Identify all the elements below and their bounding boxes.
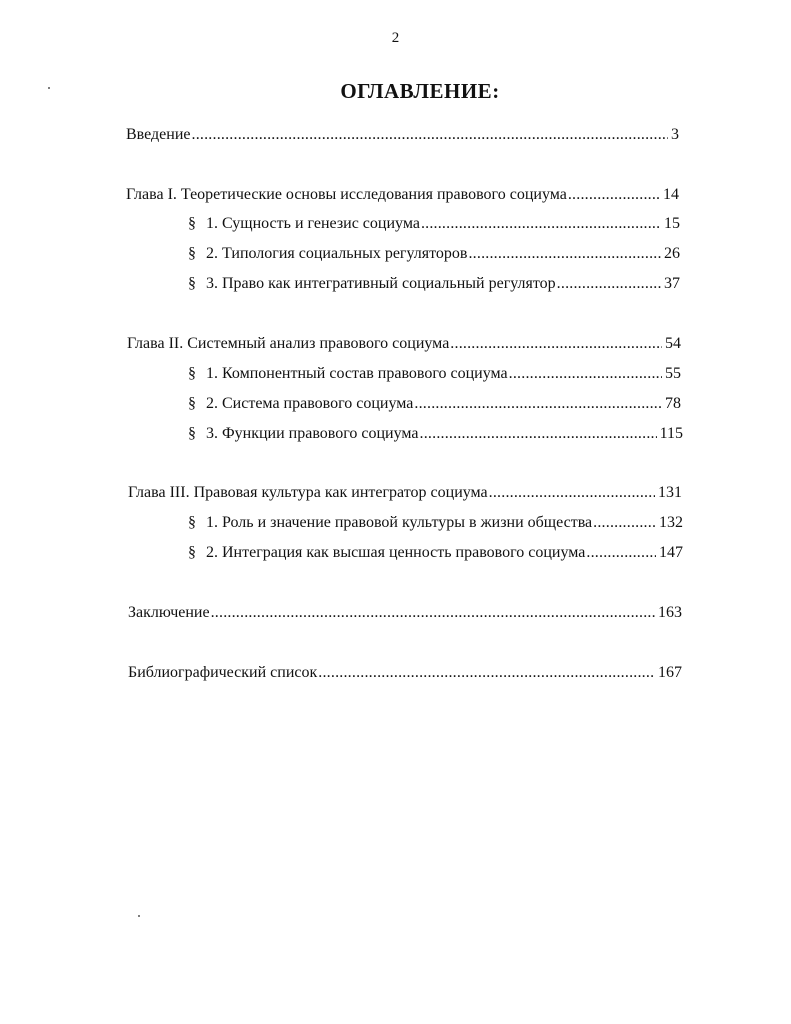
toc-entry-label: 2. Интеграция как высшая ценность правового социума xyxy=(206,544,586,561)
toc-entry-ch2-section-1[interactable] xyxy=(188,363,681,385)
toc-entry-label: Библиографический список xyxy=(128,664,318,681)
toc-entry-label: 1. Роль и значение правовой культуры в жизни общества xyxy=(206,514,593,531)
toc-entry-label: 2. Система правового социума xyxy=(206,395,414,412)
toc-entry-ch1-section-1[interactable] xyxy=(188,213,680,235)
dot-leader xyxy=(192,124,669,146)
section-sign: § xyxy=(188,275,196,292)
dot-leader xyxy=(557,273,661,295)
section-sign: § xyxy=(188,395,196,412)
toc-entry-page: 147 xyxy=(659,544,683,561)
section-sign: § xyxy=(188,544,196,561)
dot-leader xyxy=(586,542,656,564)
toc-entry-page: 167 xyxy=(658,664,682,681)
toc-entry-page: 37 xyxy=(664,275,680,292)
toc-entry-label: Введение xyxy=(126,126,191,143)
page-title: ОГЛАВЛЕНИЕ: xyxy=(340,79,500,103)
scan-speck xyxy=(138,915,140,917)
toc-entry-label: 1. Компонентный состав правового социума xyxy=(206,365,508,382)
dot-leader xyxy=(593,512,656,534)
toc-entry-label: 2. Типология социальных регуляторов xyxy=(206,245,468,262)
toc-entry-ch2-section-2[interactable] xyxy=(188,393,681,415)
toc-entry-page: 3 xyxy=(671,126,679,143)
toc-entry-label: Заключение xyxy=(128,604,210,621)
toc-entry-page: 115 xyxy=(659,425,683,442)
section-sign: § xyxy=(188,365,196,382)
toc-entry-ch3-section-1[interactable] xyxy=(188,512,683,534)
toc-entry-label: 1. Сущность и генезис социума xyxy=(206,215,420,232)
dot-leader xyxy=(468,243,661,265)
toc-entry-page: 26 xyxy=(664,245,680,262)
dot-leader xyxy=(450,333,662,355)
dot-leader xyxy=(414,393,662,415)
toc-entry-label: Глава III. Правовая культура как интегратор социума xyxy=(128,484,488,501)
toc-entry-introduction[interactable] xyxy=(126,124,679,146)
section-sign: § xyxy=(188,215,196,232)
toc-entry-chapter-3[interactable] xyxy=(128,482,682,504)
toc-entry-ch2-section-3[interactable] xyxy=(188,423,683,445)
section-sign: § xyxy=(188,514,196,531)
toc-entry-page: 55 xyxy=(665,365,681,382)
section-sign: § xyxy=(188,425,196,442)
dot-leader xyxy=(420,423,657,445)
toc-entry-page: 163 xyxy=(658,604,682,621)
toc-entry-page: 54 xyxy=(665,335,681,352)
toc-entry-chapter-1[interactable] xyxy=(126,184,679,206)
toc-entry-ch1-section-3[interactable] xyxy=(188,273,680,295)
toc-entry-page: 14 xyxy=(663,186,679,203)
toc-entry-chapter-2[interactable] xyxy=(127,333,681,355)
toc-entry-bibliography[interactable] xyxy=(128,662,682,684)
toc-entry-ch1-section-2[interactable] xyxy=(188,243,680,265)
toc-entry-label: 3. Право как интегративный социальный регулятор xyxy=(206,275,556,292)
toc-entry-page: 78 xyxy=(665,395,681,412)
toc-entry-page: 15 xyxy=(664,215,680,232)
dot-leader xyxy=(568,184,660,206)
toc-entry-page: 132 xyxy=(659,514,683,531)
dot-leader xyxy=(509,363,662,385)
toc-entry-label: Глава II. Системный анализ правового социума xyxy=(127,335,450,352)
page-number: 2 xyxy=(391,30,400,46)
toc-entry-ch3-section-2[interactable] xyxy=(188,542,683,564)
toc-entry-label: 3. Функции правового социума xyxy=(206,425,419,442)
dot-leader xyxy=(211,602,655,624)
toc-entry-page: 131 xyxy=(658,484,682,501)
toc-entry-label: Глава I. Теоретические основы исследования правового социума xyxy=(126,186,567,203)
dot-leader xyxy=(318,662,655,684)
section-sign: § xyxy=(188,245,196,262)
dot-leader xyxy=(421,213,661,235)
scan-speck xyxy=(48,87,50,89)
toc-entry-conclusion[interactable] xyxy=(128,602,682,624)
dot-leader xyxy=(489,482,655,504)
